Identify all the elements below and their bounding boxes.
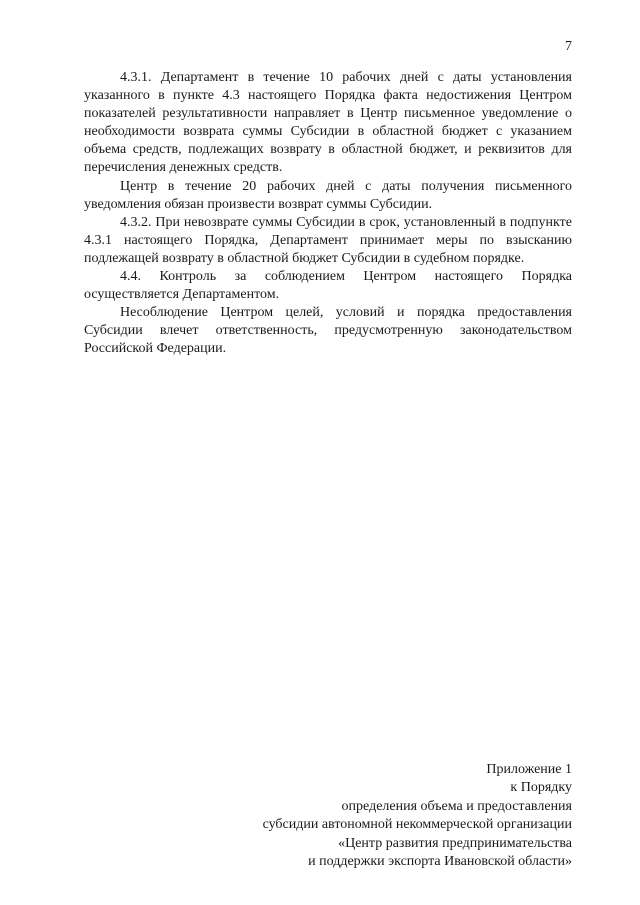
appendix-heading xyxy=(263,761,572,871)
appendix-line: субсидии автономной некоммерческой организации xyxy=(262,817,572,833)
paragraph-refund-deadline: Центр в течение 20 рабочих дней с даты получения письменного уведомления обязан произвести возврат суммы Субсидии. xyxy=(84,178,572,212)
document-body xyxy=(84,69,572,359)
appendix-line: и поддержки экспорта Ивановской области» xyxy=(308,854,572,870)
appendix-line: «Центр развития предпринимательства xyxy=(338,835,572,851)
paragraph-4-3-2: 4.3.2. При невозврате суммы Субсидии в срок, установленный в подпункте 4.3.1 настоящего Порядка, Департамент принимает меры по взысканию подлежащей возврату в областной бюджет Субсидии в судебном порядке. xyxy=(84,214,572,266)
appendix-line: к Порядку xyxy=(510,780,572,796)
appendix-title: Приложение 1 xyxy=(486,762,572,777)
appendix-line: определения объема и предоставления xyxy=(341,798,572,814)
paragraph-4-4: 4.4. Контроль за соблюдением Центром настоящего Порядка осуществляется Департаментом. xyxy=(84,269,572,303)
paragraph-4-3-1: 4.3.1. Департамент в течение 10 рабочих дней с даты установления указанного в пункте 4.3 настоящего Порядка факта недостижения Центром показателей результативности направляет в Центр письменное уведомление о необходимости возврата суммы Субсидии в областной бюджет с указанием объема средств, подлежащих возврату в областной бюджет, и реквизитов для перечисления денежных средств. xyxy=(84,70,572,176)
paragraph-liability: Несоблюдение Центром целей, условий и порядка предоставления Субсидии влечет ответственность, предусмотренную законодательством Российской Федерации. xyxy=(84,305,572,357)
page-number: 7 xyxy=(565,39,572,54)
